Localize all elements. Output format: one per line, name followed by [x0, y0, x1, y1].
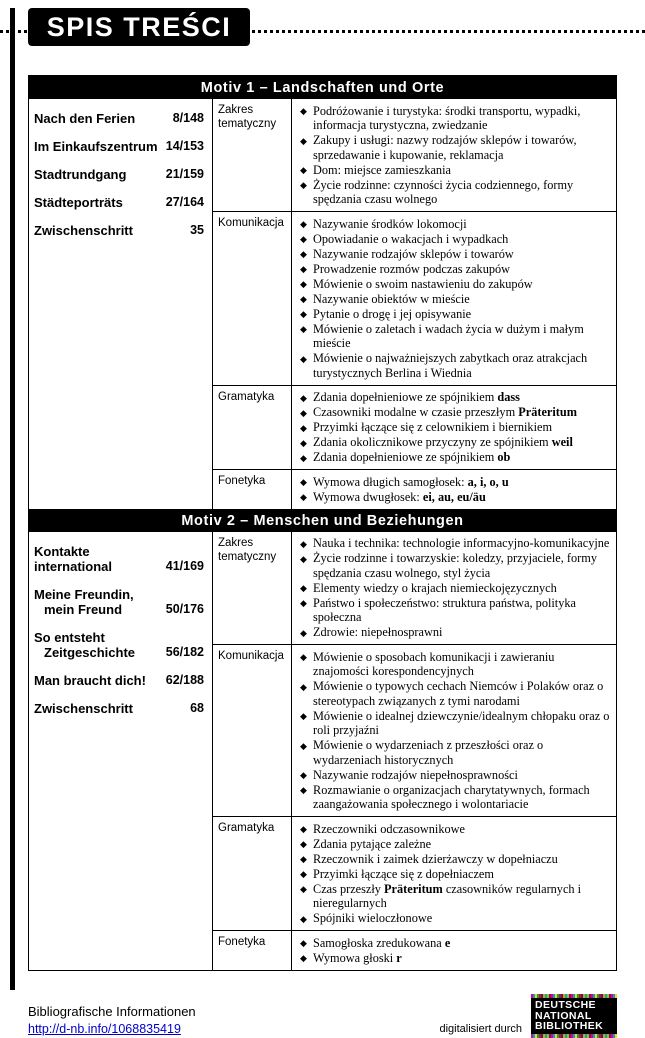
chapter-title-line: Städteporträts [34, 195, 123, 210]
chapter-pages: 41/169 [165, 558, 204, 573]
topic-text: Przyimki łączące się z celownikiem i biernikiem [313, 420, 553, 434]
topic-item [300, 217, 610, 232]
category-rows [213, 99, 616, 509]
topic-text: Życie rodzinne i towarzyskie: koledzy, przyjaciele, formy spędzania czasu wolnego, styl życia [313, 551, 597, 580]
topic-text: Prowadzenie rozmów podczas zakupów [313, 261, 511, 276]
chapter-entry [34, 167, 204, 182]
bullet-icon: ◆ [300, 477, 307, 487]
bullet-icon: ◆ [300, 392, 307, 403]
footer [28, 994, 617, 1038]
bullet-icon: ◆ [300, 180, 307, 190]
topic-item [300, 351, 610, 380]
sections-host [29, 76, 616, 970]
bullet-icon: ◆ [300, 553, 307, 564]
bullet-icon: ◆ [300, 309, 307, 319]
topic-item [300, 292, 610, 307]
topic-item [300, 679, 610, 708]
motiv-section [29, 509, 616, 970]
bullet-icon: ◆ [300, 492, 307, 502]
chapter-pages: 14/153 [165, 139, 204, 153]
bullet-icon: ◆ [300, 770, 307, 780]
topic-text: Mówienie o swoim nastawieniu do zakupów [313, 276, 533, 291]
bullet-icon: ◆ [300, 538, 307, 549]
bullet-icon: ◆ [300, 422, 307, 433]
topic-list [292, 817, 616, 930]
bullet-icon: ◆ [300, 884, 307, 894]
bullet-icon: ◆ [300, 953, 307, 963]
bullet-icon: ◆ [300, 437, 307, 448]
chapter-title [34, 544, 166, 574]
bullet-icon: ◆ [300, 824, 307, 834]
topic-item [300, 536, 610, 551]
topic-text: Przyimki łączące się z dopełniaczem [313, 866, 494, 881]
page-title: SPIS TREŚCI [28, 8, 250, 46]
bullet-icon: ◆ [300, 452, 307, 463]
logo-text-line: BIBLIOTHEK [535, 1020, 604, 1032]
category-row [213, 99, 616, 211]
category-label: Fonetyka [213, 931, 292, 970]
category-row [213, 469, 616, 509]
logo-text-line: NATIONAL [535, 1009, 592, 1022]
topic-text: Zakupy i usługi: nazwy rodzajów sklepów i towarów, sprzedawanie i kupowanie, reklamacja [313, 133, 577, 162]
chapter-title [34, 701, 133, 716]
topic-text: Zdrowie: niepełnosprawni [313, 625, 443, 639]
chapter-title [34, 630, 135, 660]
topic-text: Nazywanie rodzajów niepełnosprawności [313, 767, 518, 782]
category-label: Zakres tematyczny [213, 99, 292, 211]
chapter-title [34, 139, 158, 154]
chapter-title-line: Zwischenschritt [34, 223, 133, 238]
bullet-icon: ◆ [300, 598, 307, 608]
topic-item [300, 262, 610, 277]
topic-text: Rzeczowniki odczasownikowe [313, 821, 465, 836]
topic-item [300, 277, 610, 292]
category-label: Gramatyka [213, 386, 292, 470]
chapter-entry [34, 630, 204, 660]
topic-text: Nazywanie obiektów w mieście [313, 291, 470, 306]
bullet-icon: ◆ [300, 324, 307, 334]
topic-item [300, 951, 610, 966]
motiv-header: Motiv 1 – Landschaften und Orte [29, 76, 616, 99]
bullet-icon: ◆ [300, 785, 307, 795]
topic-item [300, 405, 610, 420]
topic-item [300, 435, 610, 450]
chapter-entry [34, 223, 204, 238]
category-row [213, 644, 616, 816]
chapter-pages: 35 [190, 223, 204, 237]
motiv-body [29, 99, 616, 509]
topic-text: Zdania pytające zależne [313, 836, 432, 851]
topic-text: Rozmawianie o organizacjach charytatywnych, formach zaangażowania społecznego i wolontariacie [313, 782, 590, 811]
chapter-list [29, 99, 213, 509]
chapter-title [34, 223, 133, 238]
chapter-pages: 62/188 [165, 672, 204, 687]
motiv-body [29, 532, 616, 970]
topic-item [300, 420, 610, 435]
topic-text: Opowiadanie o wakacjach i wypadkach [313, 231, 509, 246]
category-label: Gramatyka [213, 817, 292, 930]
biblio-text: Bibliografische Informationen [28, 1003, 196, 1019]
chapter-title-line: Stadtrundgang [34, 167, 127, 182]
category-row [213, 211, 616, 385]
digitalisiert-text: digitalisiert durch [439, 1022, 522, 1035]
bullet-icon: ◆ [300, 627, 307, 638]
bullet-icon: ◆ [300, 294, 307, 304]
topic-text: Mówienie o sposobach komunikacji i zawieraniu znajomości korespondencyjnych [313, 649, 555, 678]
topic-text: Elementy wiedzy o krajach niemieckojęzycznych [313, 580, 557, 595]
logo-text-line: DEUTSCHE [535, 999, 596, 1011]
topic-text: Państwo i społeczeństwo: struktura państwa, polityka społeczna [313, 595, 576, 624]
topic-item [300, 322, 610, 351]
chapter-title-line: Zwischenschritt [34, 700, 133, 716]
chapter-title [34, 587, 134, 617]
chapter-title [34, 673, 146, 688]
topic-text: Wymowa długich samogłosek: a, i, o, u [313, 474, 509, 489]
chapter-title-line: mein Freund [44, 601, 123, 617]
topic-item [300, 625, 610, 640]
topic-text: Zdania dopełnieniowe ze spójnikiem ob [313, 450, 511, 464]
chapter-pages: 27/164 [165, 195, 204, 209]
dnb-link[interactable]: http://d-nb.info/1068835419 [28, 1021, 181, 1036]
chapter-entry [34, 139, 204, 154]
chapter-title-line: Man braucht dich! [34, 672, 146, 688]
topic-text: Mówienie o zaletach i wadach życia w dużym i małym mieście [313, 321, 584, 350]
topic-item [300, 163, 610, 178]
category-row [213, 816, 616, 930]
bullet-icon: ◆ [300, 249, 307, 259]
chapter-title [34, 195, 123, 210]
motiv-section [29, 76, 616, 509]
chapter-entry [34, 544, 204, 574]
bullet-icon: ◆ [300, 652, 307, 662]
category-label: Komunikacja [213, 645, 292, 816]
topic-list [292, 470, 616, 509]
bullet-icon: ◆ [300, 854, 307, 864]
chapter-title-line: Meine Freundin, [34, 586, 134, 602]
toc-table [28, 75, 617, 971]
chapter-entry [34, 195, 204, 210]
page-header [0, 8, 645, 56]
topic-text: Nazywanie środków lokomocji [313, 216, 467, 231]
chapter-entry [34, 701, 204, 716]
topic-item [300, 581, 610, 596]
category-row [213, 930, 616, 970]
chapter-entry [34, 587, 204, 617]
topic-item [300, 837, 610, 852]
logo-stripes-bottom-icon [531, 1034, 617, 1038]
topic-item [300, 450, 610, 465]
topic-item [300, 232, 610, 247]
bullet-icon: ◆ [300, 740, 307, 751]
bullet-icon: ◆ [300, 913, 307, 924]
topic-item [300, 882, 610, 911]
topic-item [300, 247, 610, 262]
topic-text: Życie rodzinne: czynności życia codziennego, formy spędzania czasu wolnego [313, 177, 574, 206]
bullet-icon: ◆ [300, 869, 307, 879]
topic-list [292, 99, 616, 211]
topic-item [300, 867, 610, 882]
bullet-icon: ◆ [300, 583, 307, 593]
topic-text: Rzeczownik i zaimek dzierżawczy w dopełniaczu [313, 851, 558, 866]
topic-item [300, 490, 610, 505]
chapter-title-line: Kontakte international [34, 543, 113, 574]
chapter-title [34, 111, 135, 126]
motiv-header: Motiv 2 – Menschen und Beziehungen [29, 509, 616, 532]
topic-item [300, 133, 610, 162]
bullet-icon: ◆ [300, 219, 307, 229]
chapter-title-line: Zeitgeschichte [44, 644, 136, 660]
chapter-entry [34, 673, 204, 688]
topic-text: Mówienie o wydarzeniach z przeszłości oraz o wydarzeniach historycznych [313, 738, 544, 767]
topic-item [300, 104, 610, 133]
topic-item [300, 768, 610, 783]
chapter-pages: 50/176 [165, 601, 204, 616]
topic-item [300, 551, 610, 580]
category-label: Komunikacja [213, 212, 292, 385]
bullet-icon: ◆ [300, 264, 307, 274]
chapter-pages: 56/182 [165, 644, 204, 659]
topic-text: Mówienie o typowych cechach Niemców i Polaków oraz o stereotypach związanych z tymi narodami [313, 679, 604, 708]
topic-text: Zdania okolicznikowe przyczyny ze spójnikiem weil [313, 435, 573, 449]
chapter-title-line: Nach den Ferien [34, 111, 136, 126]
footer-left [28, 1004, 196, 1038]
chapter-pages: 68 [190, 700, 204, 715]
footer-right [439, 994, 617, 1038]
topic-text: Podróżowanie i turystyka: środki transportu, wypadki, informacja turystyczna, zwiedzanie [313, 103, 581, 132]
topic-list [292, 931, 616, 970]
topic-text: Nazywanie rodzajów sklepów i towarów [313, 246, 514, 261]
topic-item [300, 852, 610, 867]
chapter-list [29, 532, 213, 970]
left-page-rule [10, 8, 15, 990]
topic-item [300, 596, 610, 625]
topic-text: Wymowa głoski r [313, 950, 402, 965]
topic-item [300, 738, 610, 767]
topic-item [300, 911, 610, 926]
topic-item [300, 709, 610, 738]
chapter-entry [34, 111, 204, 126]
bullet-icon: ◆ [300, 353, 307, 364]
topic-item [300, 307, 610, 322]
bullet-icon: ◆ [300, 407, 307, 418]
bullet-icon: ◆ [300, 279, 307, 289]
bullet-icon: ◆ [300, 681, 307, 692]
topic-text: Czas przeszły Präteritum czasowników regularnych i nieregularnych [313, 881, 582, 910]
category-label: Fonetyka [213, 470, 292, 509]
category-label: Zakres tematyczny [213, 532, 292, 645]
topic-item [300, 650, 610, 679]
topic-text: Zdania dopełnieniowe ze spójnikiem dass [313, 390, 520, 404]
dnb-logo-text [531, 998, 617, 1034]
chapter-title [34, 167, 126, 182]
bullet-icon: ◆ [300, 711, 307, 721]
topic-text: Mówienie o idealnej dziewczynie/idealnym chłopaku oraz o roli przyjaźni [313, 708, 610, 737]
bullet-icon: ◆ [300, 165, 307, 175]
topic-text: Nauka i technika: technologie informacyjno-komunikacyjne [313, 536, 610, 550]
topic-text: Dom: miejsce zamieszkania [313, 162, 451, 177]
topic-item [300, 390, 610, 405]
chapter-title-line: Im Einkaufszentrum [34, 139, 158, 154]
bullet-icon: ◆ [300, 938, 307, 948]
category-rows [213, 532, 616, 970]
topic-text: Pytanie o drogę i jej opisywanie [313, 306, 472, 321]
topic-text: Samogłoska zredukowana e [313, 935, 451, 950]
topic-item [300, 936, 610, 951]
bullet-icon: ◆ [300, 839, 307, 849]
bullet-icon: ◆ [300, 106, 307, 116]
topic-text: Czasowniki modalne w czasie przeszłym Präteritum [313, 405, 577, 419]
topic-text: Spójniki wieloczłonowe [313, 911, 433, 925]
topic-item [300, 822, 610, 837]
topic-list [292, 386, 616, 470]
topic-item [300, 783, 610, 812]
topic-item [300, 475, 610, 490]
bullet-icon: ◆ [300, 234, 307, 244]
topic-item [300, 178, 610, 207]
chapter-pages: 21/159 [165, 167, 204, 181]
chapter-pages: 8/148 [172, 111, 204, 125]
topic-text: Wymowa dwugłosek: ei, au, eu/äu [313, 489, 486, 504]
topic-list [292, 645, 616, 816]
topic-list [292, 532, 616, 645]
dnb-logo [531, 994, 617, 1038]
bullet-icon: ◆ [300, 135, 307, 146]
category-row [213, 532, 616, 645]
topic-text: Mówienie o najważniejszych zabytkach oraz atrakcjach turystycznych Berlina i Wiednia [313, 351, 588, 380]
chapter-title-line: So entsteht [34, 629, 105, 645]
category-row [213, 385, 616, 470]
topic-list [292, 212, 616, 385]
